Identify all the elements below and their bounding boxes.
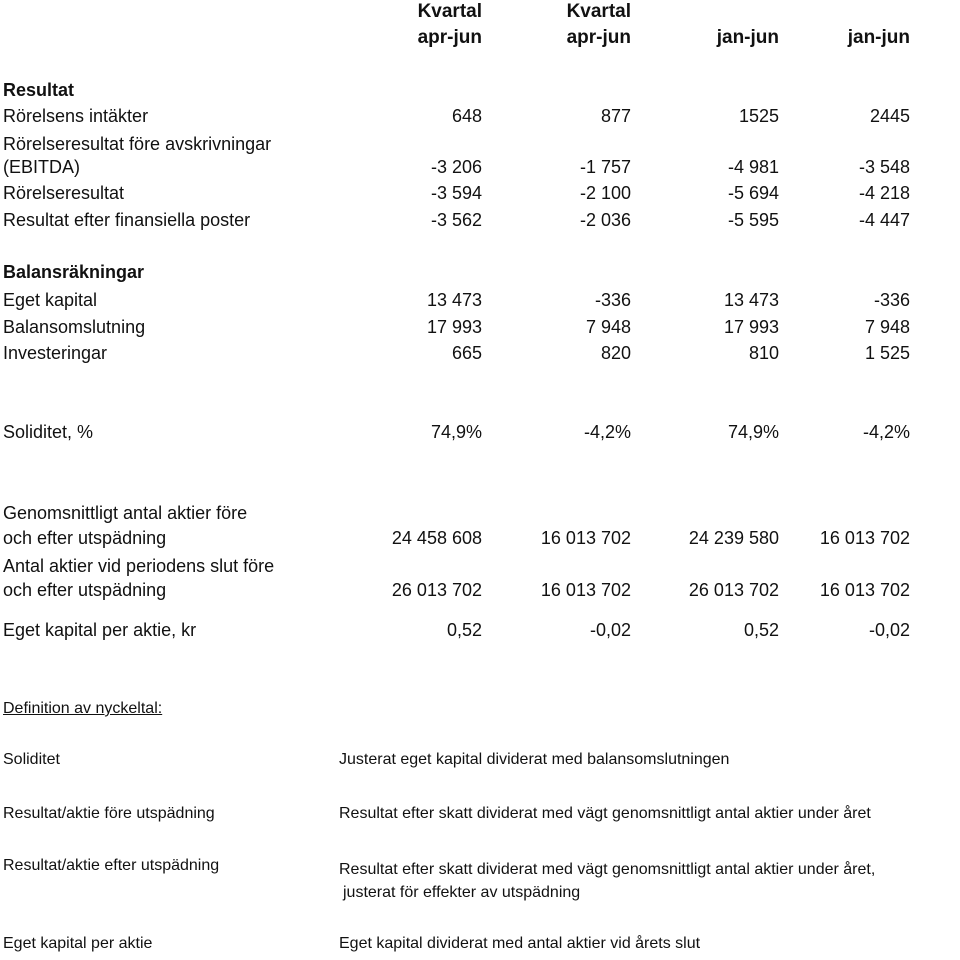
col4-header-bottom: jan-jun: [847, 27, 910, 48]
row-label: (EBITDA): [3, 157, 81, 177]
definition-text: Justerat eget kapital dividerat med balansomslutningen: [339, 751, 730, 768]
value-col3: 13 473: [723, 290, 779, 310]
value-col2: -0,02: [589, 620, 631, 640]
value-col1: -3 562: [430, 210, 482, 230]
value-col1: -3 206: [430, 157, 482, 177]
definition-text: Resultat efter skatt dividerat med vägt genomsnittligt antal aktier under året: [339, 805, 871, 822]
value-col2: 16 013 702: [540, 528, 631, 548]
value-col2: -4,2%: [583, 422, 631, 442]
value-col2: -2 036: [579, 210, 631, 230]
row-label: Investeringar: [3, 343, 108, 363]
definition-term: Soliditet: [3, 751, 60, 768]
value-col4: -336: [873, 290, 910, 310]
row-label: Resultat efter finansiella poster: [3, 210, 251, 230]
value-col1: 665: [451, 343, 482, 363]
value-col1: 74,9%: [430, 422, 482, 442]
section-title-balans: Balansräkningar: [3, 262, 145, 282]
value-col3: 810: [748, 343, 779, 363]
value-col4: -0,02: [868, 620, 910, 640]
col1-header-bottom: apr-jun: [417, 27, 482, 48]
row-label: Eget kapital: [3, 290, 98, 310]
value-col3: 1525: [738, 106, 779, 126]
row-label-line1: Rörelseresultat före avskrivningar: [3, 134, 272, 154]
value-col4: 16 013 702: [819, 580, 910, 600]
row-label: Rörelseresultat: [3, 183, 125, 203]
col3-header-bottom: jan-jun: [716, 27, 779, 48]
value-col1: 13 473: [426, 290, 482, 310]
definition-text: Eget kapital dividerat med antal aktier vid årets slut: [339, 935, 701, 952]
value-col4: 1 525: [864, 343, 910, 363]
definition-term: Resultat/aktie före utspädning: [3, 805, 215, 822]
row-label: Soliditet, %: [3, 422, 94, 442]
row-label-line1: Antal aktier vid periodens slut före: [3, 556, 275, 576]
value-col3: -5 595: [727, 210, 779, 230]
col2-header-top: Kvartal: [566, 1, 631, 22]
value-col2: 16 013 702: [540, 580, 631, 600]
value-col2: -1 757: [579, 157, 631, 177]
definitions-title: Definition av nyckeltal:: [3, 700, 163, 717]
section-title-resultat: Resultat: [3, 80, 75, 100]
row-label: Balansomslutning: [3, 317, 146, 337]
value-col4: -3 548: [858, 157, 910, 177]
value-col2: 877: [600, 106, 631, 126]
value-col1: 17 993: [426, 317, 482, 337]
value-col4: -4 447: [858, 210, 910, 230]
value-col2: 7 948: [585, 317, 631, 337]
row-label: och efter utspädning: [3, 580, 167, 600]
value-col1: -3 594: [430, 183, 482, 203]
value-col2: 820: [600, 343, 631, 363]
value-col4: 2445: [869, 106, 910, 126]
value-col4: 7 948: [864, 317, 910, 337]
definition-term: Resultat/aktie efter utspädning: [3, 857, 220, 874]
value-col1: 24 458 608: [391, 528, 482, 548]
definition-text-line2: justerat för effekter av utspädning: [343, 884, 581, 901]
col1-header-top: Kvartal: [417, 1, 482, 22]
row-label: Rörelsens intäkter: [3, 106, 149, 126]
value-col1: 648: [451, 106, 482, 126]
value-col3: 24 239 580: [688, 528, 779, 548]
col2-header-bottom: apr-jun: [566, 27, 631, 48]
value-col3: -5 694: [727, 183, 779, 203]
value-col4: 16 013 702: [819, 528, 910, 548]
value-col1: 0,52: [446, 620, 482, 640]
value-col3: 26 013 702: [688, 580, 779, 600]
value-col1: 26 013 702: [391, 580, 482, 600]
value-col4: -4 218: [858, 183, 910, 203]
row-label: Eget kapital per aktie, kr: [3, 620, 197, 640]
row-label-line1: Genomsnittligt antal aktier före: [3, 503, 248, 523]
value-col3: -4 981: [727, 157, 779, 177]
value-col2: -336: [594, 290, 631, 310]
definition-text: Resultat efter skatt dividerat med vägt genomsnittligt antal aktier under året,: [339, 861, 876, 878]
value-col2: -2 100: [579, 183, 631, 203]
value-col3: 74,9%: [727, 422, 779, 442]
value-col4: -4,2%: [862, 422, 910, 442]
definition-term: Eget kapital per aktie: [3, 935, 153, 952]
value-col3: 0,52: [743, 620, 779, 640]
value-col3: 17 993: [723, 317, 779, 337]
row-label: och efter utspädning: [3, 528, 167, 548]
